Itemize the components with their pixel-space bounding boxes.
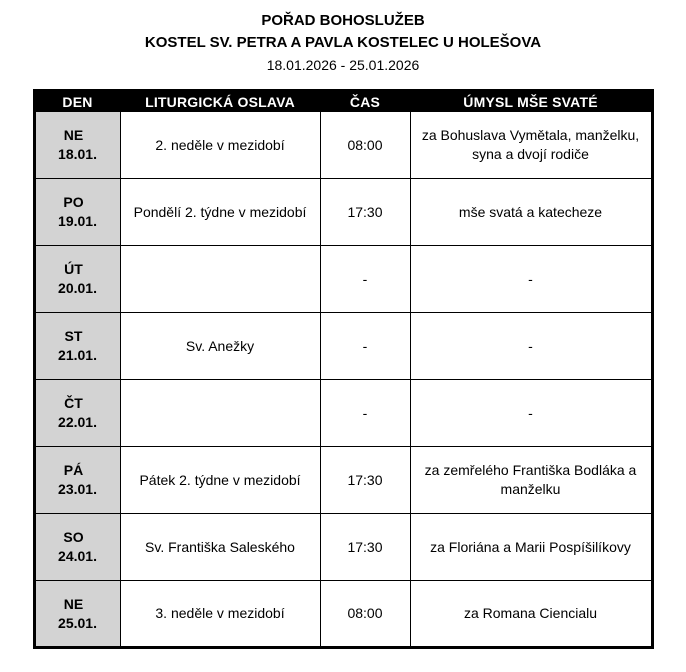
table-row	[34, 581, 652, 648]
celebration-cell	[120, 380, 320, 447]
intention-cell: -	[410, 380, 652, 447]
celebration-cell: Pátek 2. týdne v mezidobí	[120, 447, 320, 514]
time-cell: -	[320, 313, 410, 380]
day-abbrev: ST	[64, 328, 83, 344]
day-date: 22.01.	[58, 414, 97, 430]
intention-cell: mše svatá a katecheze	[410, 179, 652, 246]
day-abbrev: PÁ	[63, 462, 84, 478]
time-cell: 17:30	[320, 179, 410, 246]
intention-cell: za zemřelého Františka Bodláka a manželku	[410, 447, 652, 514]
table-row	[34, 447, 652, 514]
church-name: KOSTEL SV. PETRA A PAVLA KOSTELEC U HOLEŠOVA	[144, 34, 542, 51]
header-row	[34, 91, 652, 112]
day-cell	[34, 581, 120, 648]
day-date: 25.01.	[58, 614, 97, 631]
date-range: 18.01.2026 - 25.01.2026	[266, 57, 420, 73]
celebration-cell: Pondělí 2. týdne v mezidobí	[120, 179, 320, 246]
day-date: 23.01.	[58, 481, 97, 497]
celebration-cell: 3. neděle v mezidobí	[120, 581, 320, 648]
time-cell: 17:30	[320, 447, 410, 514]
celebration-cell	[120, 246, 320, 313]
day-cell	[34, 313, 120, 380]
day-cell	[34, 380, 120, 447]
mass-schedule-table	[33, 89, 654, 649]
time-cell: 08:00	[320, 581, 410, 648]
day-date: 21.01.	[58, 347, 97, 363]
day-cell	[34, 514, 120, 581]
celebration-cell: Sv. Františka Saleského	[120, 514, 320, 581]
day-cell	[34, 179, 120, 246]
celebration-cell: 2. neděle v mezidobí	[120, 112, 320, 179]
table-row	[34, 380, 652, 447]
table-row	[34, 514, 652, 581]
day-abbrev: NE	[63, 127, 84, 143]
day-cell	[34, 112, 120, 179]
day-date: 19.01.	[58, 213, 97, 229]
time-cell: 08:00	[320, 112, 410, 179]
time-cell: -	[320, 246, 410, 313]
day-abbrev: ÚT	[64, 261, 83, 277]
table-body	[34, 112, 652, 648]
table-row	[34, 246, 652, 313]
page-title: POŘAD BOHOSLUŽEB	[261, 12, 425, 29]
column-header-liturgicka-oslava: LITURGICKÁ OSLAVA	[120, 91, 320, 112]
column-header-cas: ČAS	[320, 91, 410, 112]
day-cell	[34, 246, 120, 313]
celebration-cell: Sv. Anežky	[120, 313, 320, 380]
table-row	[34, 313, 652, 380]
intention-cell: za Romana Ciencialu	[410, 581, 652, 648]
time-cell: -	[320, 380, 410, 447]
table-row	[34, 112, 652, 179]
intention-cell: -	[410, 246, 652, 313]
intention-cell: za Floriána a Marii Pospíšilíkovy	[410, 514, 652, 581]
day-cell	[34, 447, 120, 514]
day-abbrev: SO	[63, 529, 84, 545]
day-date: 20.01.	[58, 280, 97, 296]
table-row	[34, 179, 652, 246]
day-date: 24.01.	[58, 548, 97, 564]
column-header-den: DEN	[34, 91, 120, 112]
intention-cell: za Bohuslava Vymětala, manželku, syna a dvojí rodiče	[410, 112, 652, 179]
day-date: 18.01.	[58, 146, 97, 162]
intention-cell: -	[410, 313, 652, 380]
column-header-umysl: ÚMYSL MŠE SVATÉ	[410, 91, 652, 112]
day-abbrev: PO	[63, 194, 84, 210]
day-abbrev: ČT	[64, 395, 83, 411]
day-abbrev: NE	[63, 595, 84, 612]
table-header	[34, 91, 652, 112]
time-cell: 17:30	[320, 514, 410, 581]
